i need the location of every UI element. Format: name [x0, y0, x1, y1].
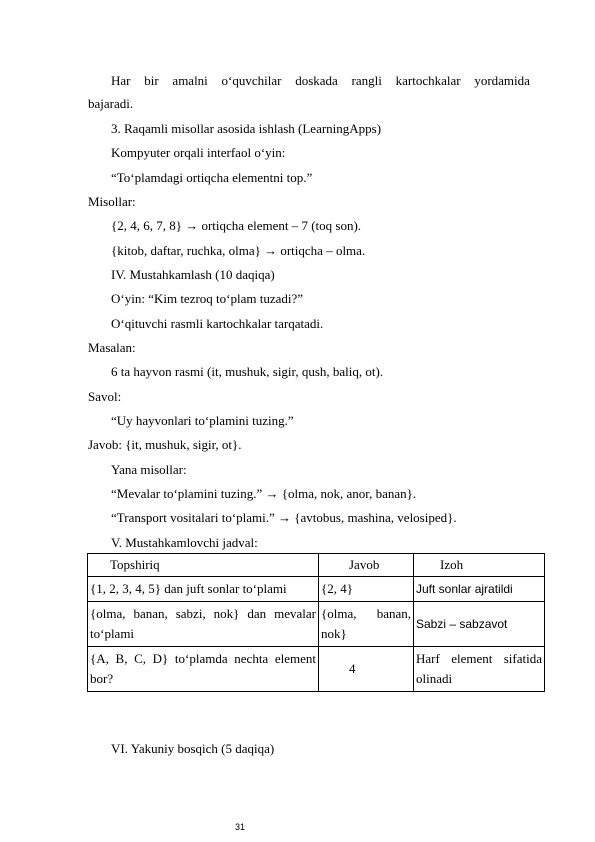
table-cell: {olma, banan, sabzi, nok} dan mevalar to‘plami: [88, 602, 319, 647]
word: Har: [111, 73, 131, 88]
paragraph-1-line-2: bajaradi.: [88, 96, 134, 111]
table-header-cell: Topshiriq: [88, 554, 319, 577]
table-cell: {olma, banan, nok}: [319, 602, 414, 647]
word: bir: [144, 73, 159, 88]
paragraph-1-line-1: [111, 73, 530, 89]
label-masalan: Masalan:: [88, 340, 136, 355]
table-row: [88, 602, 545, 647]
example-line: “Mevalar to‘plamini tuzing.” → {olma, nok, anor, banan}.: [111, 486, 417, 501]
reinforcement-table: [87, 553, 545, 692]
table-header-row: [88, 554, 545, 577]
table-cell: Juft sonlar ajratildi: [414, 577, 545, 602]
page-number: 31: [234, 822, 245, 832]
game-title: O‘yin: “Kim tezroq to‘plam tuzadi?”: [111, 291, 304, 306]
example-line: “Transport vositalari to‘plami.” → {avtobus, mashina, velosiped}.: [111, 510, 457, 525]
table-caption: V. Mustahkamlovchi jadval:: [111, 535, 258, 550]
table-header-cell: Izoh: [414, 554, 545, 577]
word: rangli: [351, 73, 382, 88]
table-header-cell: Javob: [319, 554, 414, 577]
label-savol: Savol:: [88, 389, 122, 404]
table-cell: {2, 4}: [319, 577, 414, 602]
section-heading-yakuniy: VI. Yakuniy bosqich (5 daqiqa): [111, 741, 275, 756]
example-line: {2, 4, 6, 7, 8} → ortiqcha element – 7 (toq son).: [111, 218, 362, 233]
quote-text: “Uy hayvonlari to‘plamini tuzing.”: [111, 413, 294, 428]
table-cell: Harf element sifatida olinadi: [414, 647, 545, 692]
paragraph-text: O‘qituvchi rasmli kartochkalar tarqatadi.: [111, 316, 324, 331]
section-heading-learningapps: 3. Raqamli misollar asosida ishlash (LearningApps): [111, 121, 382, 136]
quote-text: “To‘plamdagi ortiqcha elementni top.”: [111, 170, 313, 185]
answer-text: Javob: {it, mushuk, sigir, ot}.: [88, 437, 242, 452]
label-misollar: Misollar:: [88, 194, 136, 209]
word: o‘quvchilar: [221, 73, 282, 88]
table-cell: Sabzi – sabzavot: [414, 602, 545, 647]
paragraph-text: 6 ta hayvon rasmi (it, mushuk, sigir, qush, baliq, ot).: [111, 364, 384, 379]
example-line: {kitob, daftar, ruchka, olma} → ortiqcha – olma.: [111, 243, 366, 258]
word: yordamida: [474, 73, 530, 88]
table-cell: {A, B, C, D} to‘plamda nechta element bor?: [88, 647, 319, 692]
section-heading-mustahkamlash: IV. Mustahkamlash (10 daqiqa): [111, 267, 275, 282]
table-row: [88, 647, 545, 692]
word: amalni: [172, 73, 208, 88]
paragraph-text: Yana misollar:: [111, 462, 187, 477]
word: doskada: [295, 73, 338, 88]
table-cell: 4: [319, 647, 414, 692]
table-cell: {1, 2, 3, 4, 5} dan juft sonlar to‘plami: [88, 577, 319, 602]
table-row: [88, 577, 545, 602]
paragraph-text: Kompyuter orqali interfaol o‘yin:: [111, 145, 286, 160]
word: kartochkalar: [395, 73, 461, 88]
